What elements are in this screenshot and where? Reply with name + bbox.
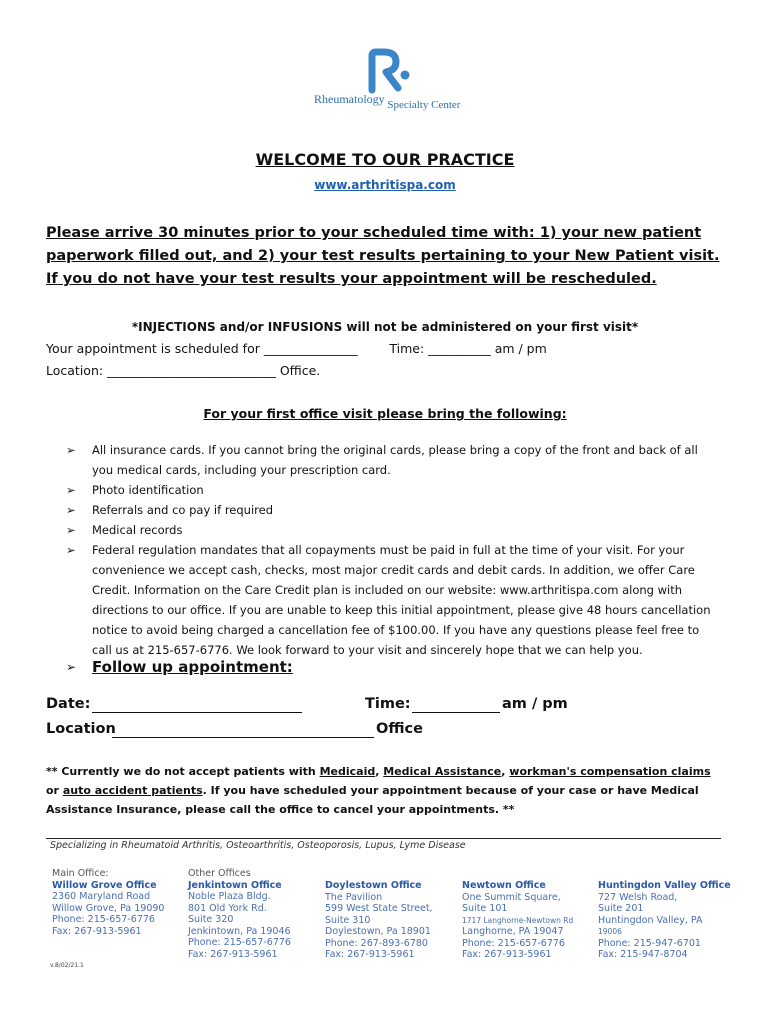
office-fax: Fax: 215-947-8704 <box>598 949 688 960</box>
office-line: 727 Welsh Road, <box>598 891 678 903</box>
notice-sep: or <box>46 784 63 797</box>
list-item-text: Federal regulation mandates that all copayments must be paid in full at the time of your visit. For your convenience we accept cash, checks, most major credit cards and debit cards. In addition, we offer Care Credit. Information on the Care Credit plan is included on our website: www.arthritispa.com along with directions to our office. If you are unable to keep this initial appointment, please give 48 hours cancellation notice to avoid being charged a cancellation fee of $100.00. If you have any questions please feel free to call us at 215-657-6776. We look forward to your visit and sincerely hope that we can help you. <box>92 543 711 657</box>
office-name: Jenkintown Office <box>188 879 282 891</box>
insurance-notice <box>46 762 726 819</box>
list-item <box>66 440 716 480</box>
injections-notice: *INJECTIONS and/or INFUSIONS will not be administered on your first visit* <box>131 320 639 334</box>
arrival-instructions: Please arrive 30 minutes prior to your scheduled time with: 1) your new patient paperwork filled out, and 2) your test results pertaining to your New Patient visit. If you do not have your test results your appointment will be rescheduled. <box>46 225 720 287</box>
page-title: WELCOME TO OUR PRACTICE <box>255 150 515 169</box>
office-line: Noble Plaza Bldg. <box>188 891 271 902</box>
medical-assistance-text: Medical Assistance <box>383 765 502 778</box>
followup-time-field[interactable] <box>412 712 500 713</box>
notice-prefix: ** Currently we do not accept patients with <box>46 765 320 778</box>
office-column-huntingdon-valley <box>598 880 738 961</box>
arrow-bullet-icon: ➢ <box>66 483 76 497</box>
logo-word-specialty-center: Specialty Center <box>387 99 461 111</box>
arrow-bullet-icon: ➢ <box>66 503 76 517</box>
office-column-doylestown <box>325 880 455 961</box>
appointment-time-label: Time: <box>389 341 425 356</box>
notice-sep: , <box>501 765 510 778</box>
office-line: Doylestown, Pa 18901 <box>325 926 431 937</box>
appointment-time-field[interactable]: __________ <box>428 341 491 356</box>
office-line: Willow Grove, Pa 19090 <box>52 902 165 914</box>
arrow-bullet-icon: ➢ <box>66 543 76 557</box>
version-code: v.8/02/21.1 <box>50 962 84 969</box>
location-label: Location: <box>46 363 104 378</box>
followup-office-label: Office <box>376 721 423 737</box>
office-line: 19006 <box>598 927 622 936</box>
logo-wordmark <box>314 92 461 111</box>
list-item-text: Medical records <box>92 523 183 537</box>
office-column-newtown <box>462 880 590 961</box>
office-fax: Fax: 267-913-5961 <box>462 949 552 960</box>
office-phone: Phone: 215-657-6776 <box>188 937 291 948</box>
followup-ampm: am / pm <box>502 696 568 712</box>
list-item <box>66 520 716 540</box>
office-name: Newtown Office <box>462 880 546 891</box>
followup-heading <box>66 658 293 676</box>
bring-list-heading: For your first office visit please bring the following: <box>203 406 567 421</box>
office-name: Willow Grove Office <box>52 879 157 891</box>
list-item-text: Photo identification <box>92 483 204 497</box>
appointment-line <box>46 341 547 356</box>
website-link[interactable]: www.arthritispa.com <box>314 178 456 192</box>
followup-location-field[interactable] <box>112 737 374 738</box>
office-kind: Main Office: <box>52 868 109 879</box>
list-item <box>66 500 716 520</box>
office-phone: Phone: 267-893-6780 <box>325 937 428 949</box>
arrow-bullet-icon: ➢ <box>66 660 77 674</box>
office-name: Huntingdon Valley Office <box>598 880 731 891</box>
office-line: Suite 201 <box>598 903 644 914</box>
list-item-text: Referrals and co pay if required <box>92 503 274 517</box>
arrow-bullet-icon: ➢ <box>66 443 76 457</box>
appointment-date-field[interactable]: _______________ <box>263 341 358 356</box>
office-line: Langhorne, PA 19047 <box>462 926 564 937</box>
office-fax: Fax: 267-913-5961 <box>52 925 142 937</box>
workmans-comp-text: workman's compensation claims <box>509 765 711 778</box>
location-field[interactable]: ___________________________ <box>107 363 276 378</box>
location-suffix: Office. <box>279 363 321 378</box>
appointment-label: Your appointment is scheduled for <box>46 341 260 356</box>
office-line: The Pavilion <box>325 891 383 903</box>
notice-suffix: . If you have scheduled your appointment because of your case or have Medical Assistance Insurance, please call the office to cancel your appointments. ** <box>46 784 699 816</box>
office-phone: Phone: 215-657-6776 <box>52 914 155 925</box>
notice-sep: , <box>375 765 384 778</box>
office-line: 599 West State Street, <box>325 903 433 914</box>
followup-date-field[interactable] <box>92 712 302 713</box>
location-line <box>46 363 320 378</box>
auto-accident-text: auto accident patients <box>62 784 203 797</box>
followup-location-label: Location <box>46 721 116 737</box>
office-line: Suite 310 <box>325 914 371 926</box>
office-line: 1717 Langhorne-Newtown Rd <box>462 915 574 925</box>
office-line: Suite 320 <box>188 914 234 925</box>
specializing-line: Specializing in Rheumatoid Arthritis, Osteoarthritis, Osteoporosis, Lupus, Lyme Disease <box>50 840 466 851</box>
office-line: One Summit Square, <box>462 891 561 903</box>
list-item-text: All insurance cards. If you cannot bring the original cards, please bring a copy of the front and back of all you medical cards, including your prescription card. <box>92 443 698 477</box>
office-column-jenkintown <box>188 868 318 960</box>
followup-time-label: Time: <box>365 696 411 712</box>
office-fax: Fax: 267-913-5961 <box>188 948 278 960</box>
footer-divider <box>46 838 721 839</box>
followup-date-label: Date: <box>46 696 91 712</box>
arrow-bullet-icon: ➢ <box>66 523 76 537</box>
list-item <box>66 480 716 500</box>
office-kind: Other Offices <box>188 868 251 879</box>
appointment-ampm: am / pm <box>494 341 547 356</box>
office-column-willow-grove <box>52 868 182 937</box>
followup-label: Follow up appointment: <box>92 658 293 676</box>
office-name: Doylestown Office <box>325 880 422 891</box>
office-line: 2360 Maryland Road <box>52 891 151 902</box>
office-line: Suite 101 <box>462 903 508 914</box>
office-line: Huntingdon Valley, PA <box>598 914 703 926</box>
logo-word-rheumatology: Rheumatology <box>314 92 385 106</box>
office-phone: Phone: 215-947-6701 <box>598 937 701 949</box>
bring-list <box>66 440 716 660</box>
office-fax: Fax: 267-913-5961 <box>325 949 415 960</box>
office-line: 801 Old York Rd. <box>188 902 267 914</box>
list-item <box>66 540 716 660</box>
office-line: Jenkintown, Pa 19046 <box>188 925 291 937</box>
medicaid-text: Medicaid <box>319 765 376 778</box>
office-phone: Phone: 215-657-6776 <box>462 937 565 949</box>
